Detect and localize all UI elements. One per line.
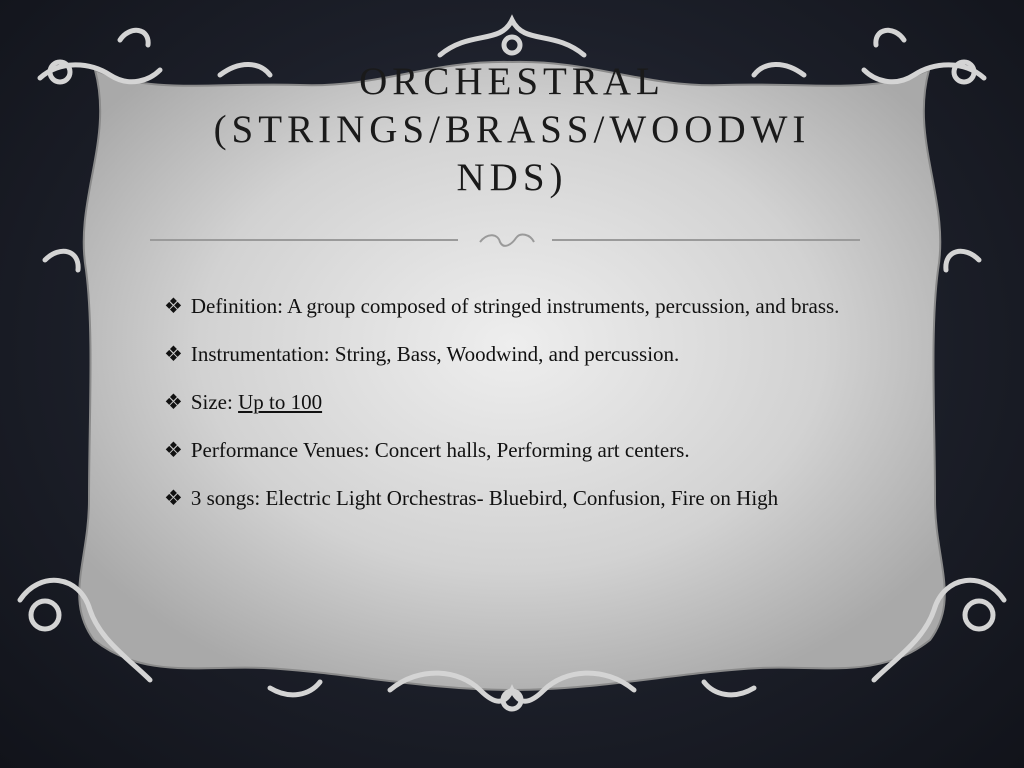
diamond-bullet-icon: ❖ [164, 438, 183, 462]
bullet-text: Performance Venues: Concert halls, Performing art centers. [190, 438, 690, 462]
diamond-bullet-icon: ❖ [164, 390, 183, 414]
bullet-list [164, 286, 864, 526]
diamond-bullet-icon: ❖ [164, 486, 183, 510]
bullet-item-size [164, 382, 864, 423]
bullet-item-definition [164, 286, 864, 327]
bullet-item-songs [164, 478, 864, 519]
title-line-1: ORCHESTRAL [359, 60, 665, 103]
size-value: Up to 100 [238, 390, 323, 414]
title-line-2: (STRINGS/BRASS/WOODWI [213, 108, 811, 151]
diamond-bullet-icon: ❖ [164, 294, 183, 318]
title-line-3: NDS) [456, 156, 568, 199]
diamond-bullet-icon: ❖ [164, 342, 183, 366]
bullet-text: Size: [190, 390, 239, 414]
slide-title [150, 58, 874, 202]
bullet-text: Instrumentation: String, Bass, Woodwind, and percussion. [190, 342, 680, 366]
bullet-item-venues [164, 430, 864, 471]
bullet-text: 3 songs: Electric Light Orchestras- Bluebird, Confusion, Fire on High [190, 486, 779, 510]
bullet-item-instrumentation [164, 334, 864, 375]
bullet-text: Definition: A group composed of stringed instruments, percussion, and brass. [190, 294, 840, 318]
